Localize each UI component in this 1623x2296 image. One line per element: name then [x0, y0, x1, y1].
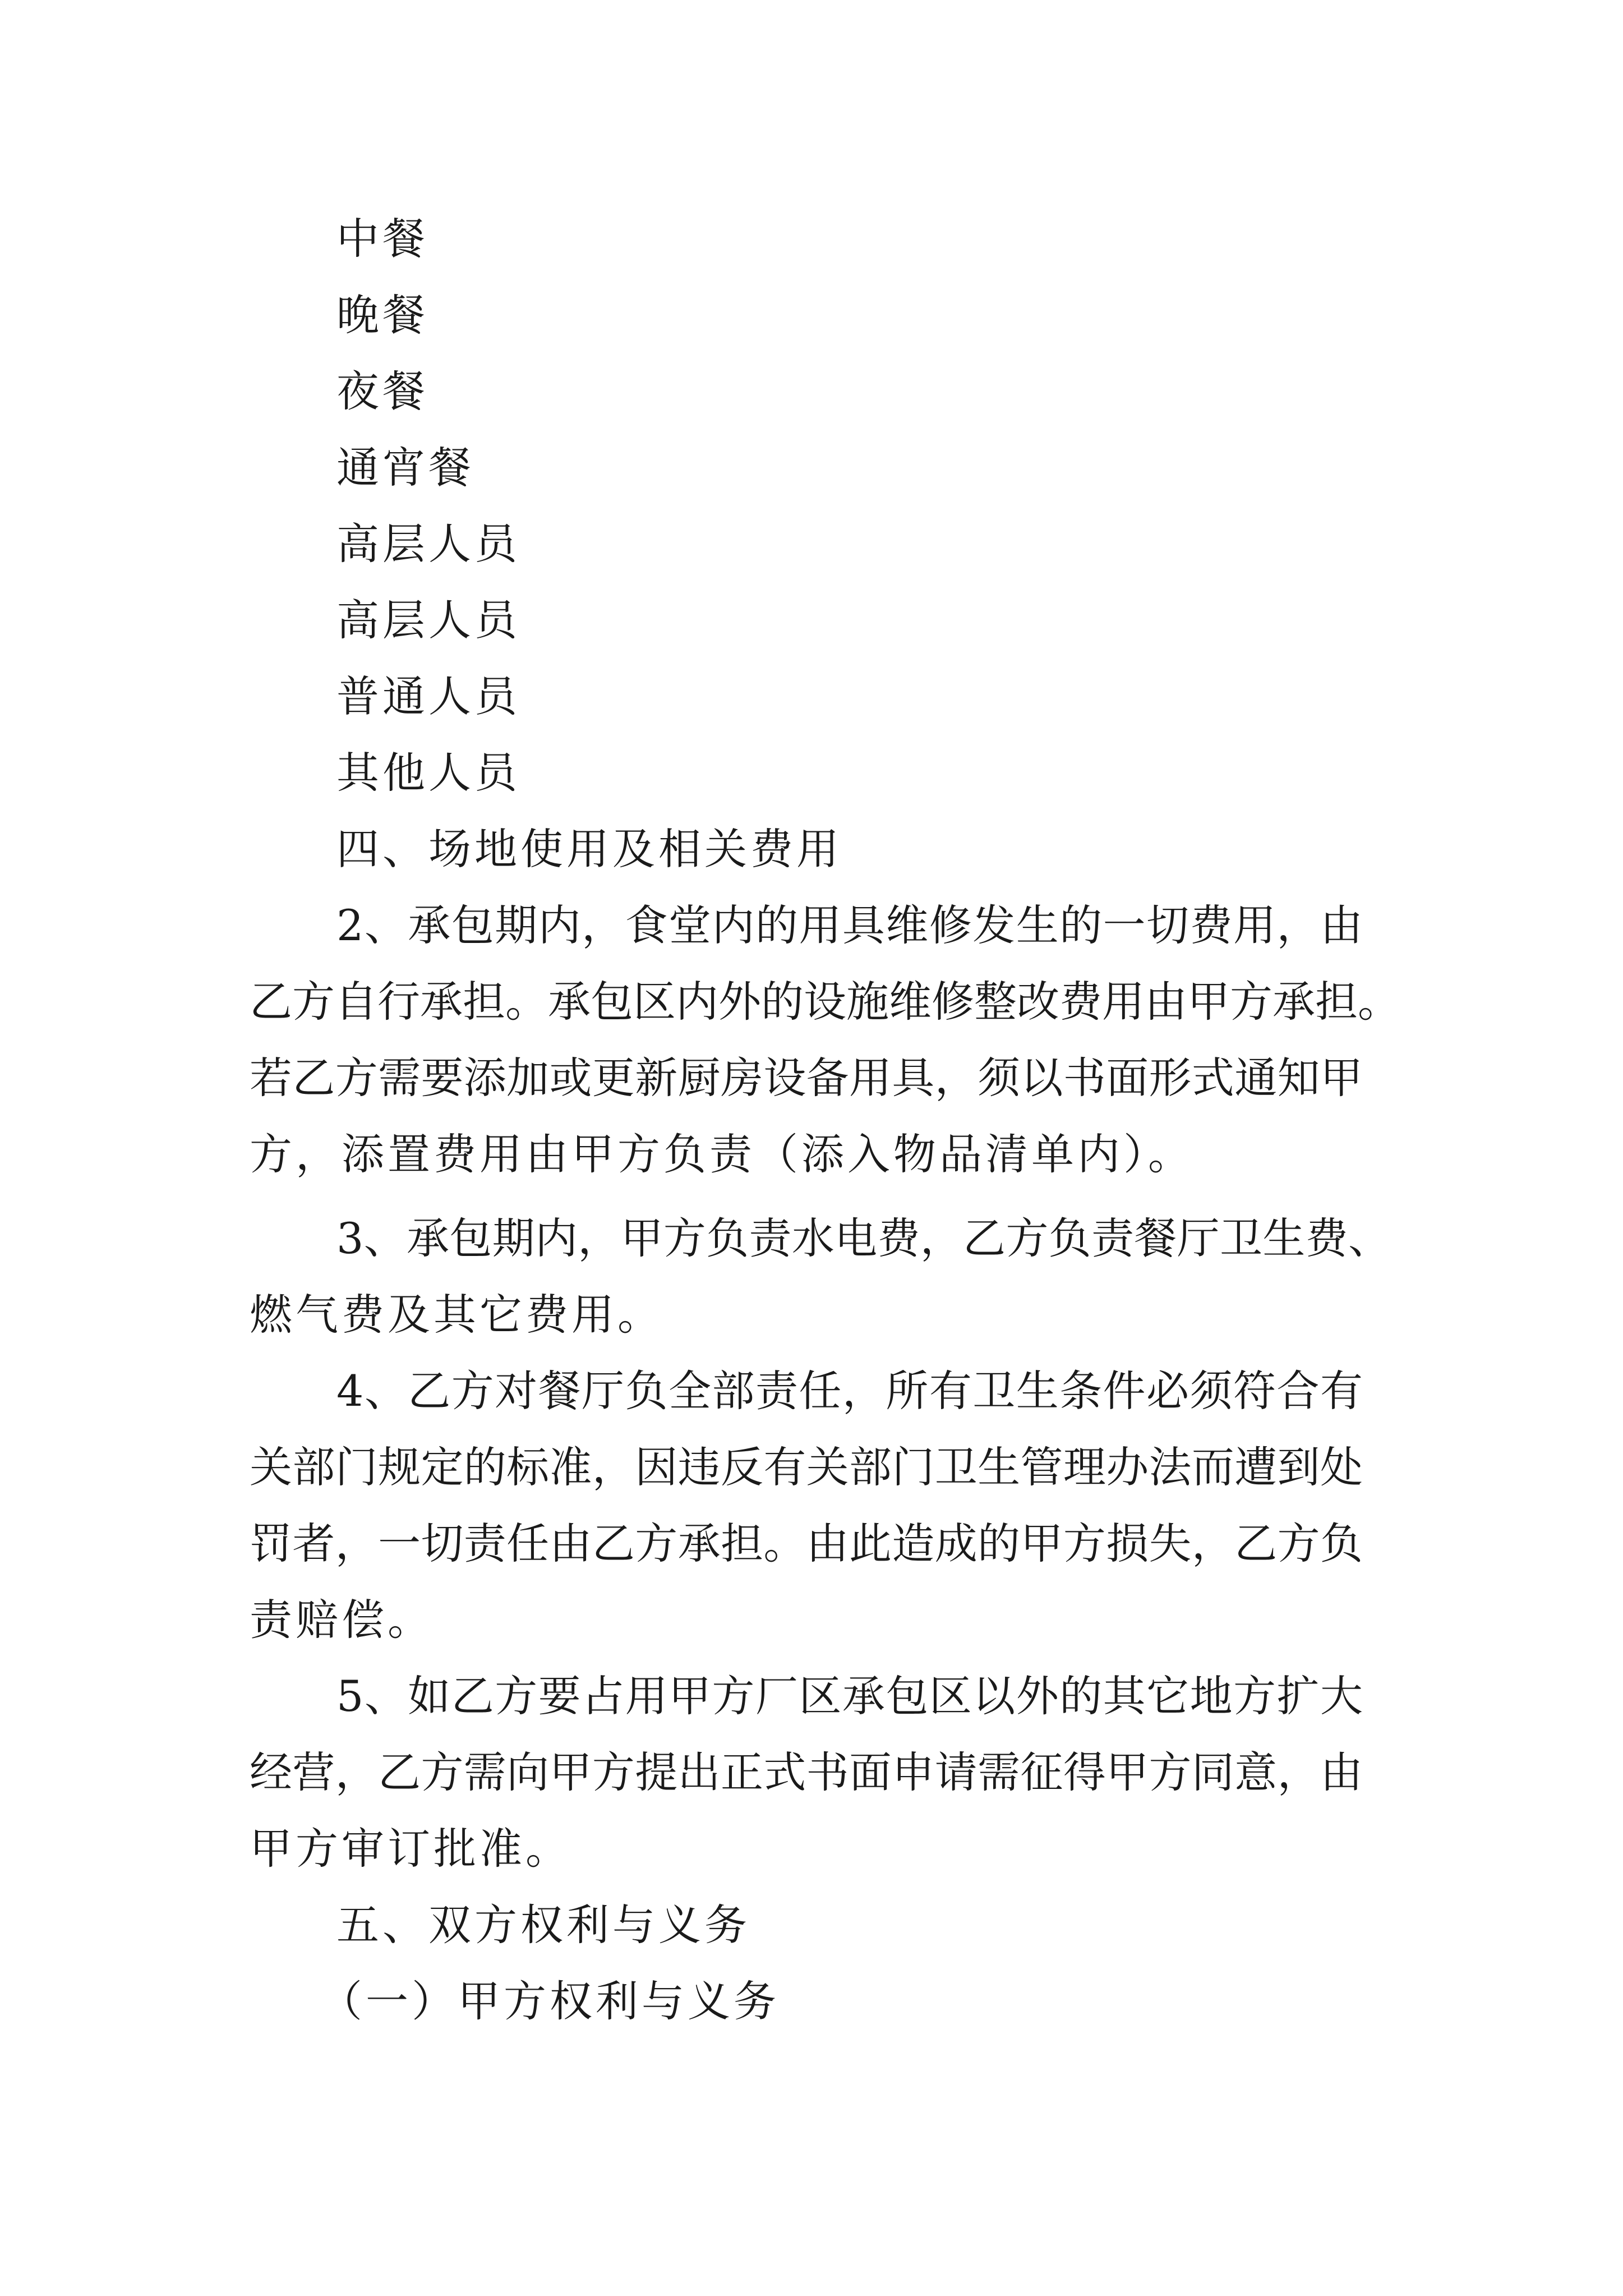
list-item: 夜餐 — [336, 366, 428, 416]
clause-5-line: 甲方审订批准。 — [250, 1824, 571, 1874]
clause-2-line: 方，添置费用由甲方负责（添入物品清单内）。 — [250, 1129, 1194, 1179]
clause-3-line: 3、承包期内，甲方负责水电费，乙方负责餐厅卫生费、 — [336, 1213, 1391, 1263]
list-item: 其他人员 — [336, 748, 520, 798]
clause-3-line: 燃气费及其它费用。 — [250, 1290, 663, 1340]
clause-5-line: 5、如乙方要占用甲方厂区承包区以外的其它地方扩大 — [336, 1671, 1363, 1721]
clause-4-line: 责赔偿。 — [250, 1595, 434, 1645]
clause-4-line: 关部门规定的标准，因违反有关部门卫生管理办法而遭到处 — [250, 1442, 1363, 1492]
clause-4-line: 罚者，一切责任由乙方承担。由此造成的甲方损失，乙方负 — [250, 1519, 1363, 1568]
list-item: 高层人员 — [336, 519, 520, 569]
list-item: 普通人员 — [336, 671, 520, 721]
list-item: 中餐 — [336, 214, 428, 264]
clause-2-line: 若乙方需要添加或更新厨房设备用具，须以书面形式通知甲 — [250, 1053, 1363, 1103]
section-heading: 五、双方权利与义务 — [336, 1900, 750, 1950]
subsection-heading: （一）甲方权利与义务 — [320, 1976, 780, 2026]
clause-2-line: 2、承包期内，食堂内的用具维修发生的一切费用，由 — [336, 900, 1363, 950]
section-heading: 四、场地使用及相关费用 — [336, 824, 842, 874]
clause-5-line: 经营，乙方需向甲方提出正式书面申请需征得甲方同意，由 — [250, 1747, 1363, 1797]
list-item: 晚餐 — [336, 290, 428, 340]
clause-2-line: 乙方自行承担。承包区内外的设施维修整改费用由甲方承担。 — [250, 977, 1400, 1027]
clause-4-line: 4、乙方对餐厅负全部责任，所有卫生条件必须符合有 — [336, 1366, 1363, 1416]
list-item: 通宵餐 — [336, 443, 474, 493]
list-item: 高层人员 — [336, 595, 520, 645]
